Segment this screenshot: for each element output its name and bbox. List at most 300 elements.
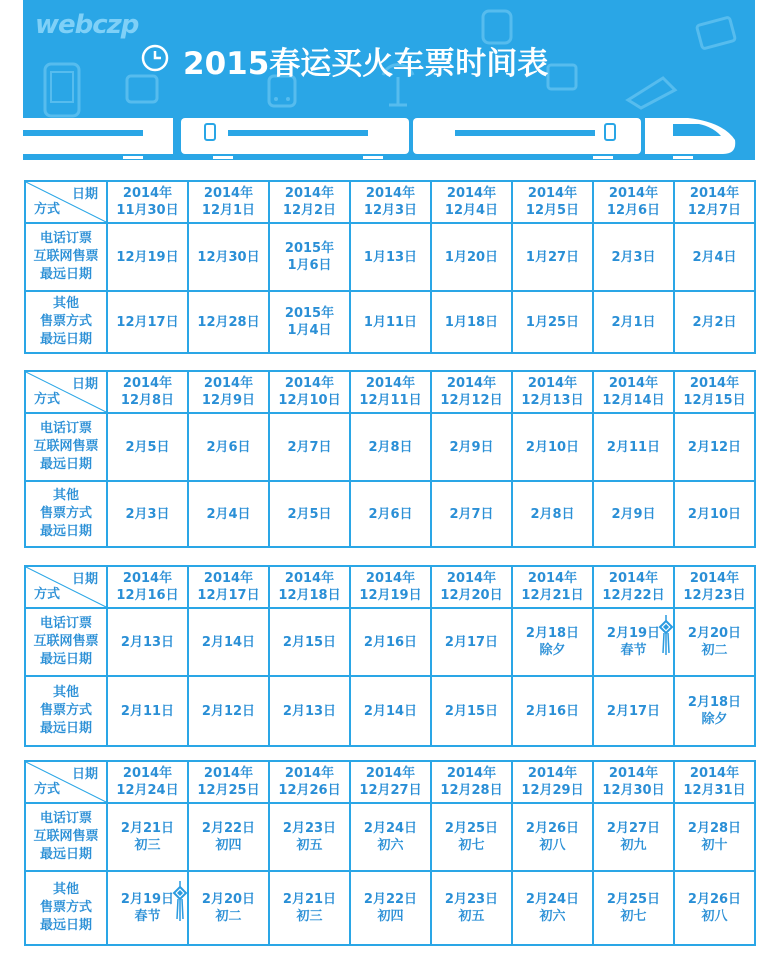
schedule-table <box>24 180 756 354</box>
date-header-cell <box>512 371 593 413</box>
cell-line: 最远日期 <box>39 652 92 667</box>
cell-line: 12月2日 <box>282 203 337 218</box>
cell-line: 1月13日 <box>363 249 418 265</box>
cell-line: 除夕 <box>701 712 728 727</box>
cell-line: 电话订票 <box>39 421 92 436</box>
clock-icon <box>141 44 169 72</box>
date-value-cell <box>593 871 674 945</box>
cell-line: 2014年 <box>365 766 416 781</box>
phone-online-row <box>25 413 755 481</box>
cell-line: 电话订票 <box>39 616 92 631</box>
cell-line: 2月3日 <box>125 506 170 522</box>
date-value-cell <box>107 608 188 676</box>
cell-line: 2014年 <box>122 376 173 391</box>
cell-line: 2014年 <box>446 571 497 586</box>
cell-line: 12月30日 <box>602 783 665 798</box>
cell-line: 1月18日 <box>444 314 499 330</box>
cell-content <box>202 891 255 925</box>
cell-line: 12月19日 <box>359 588 422 603</box>
cell-line: 12月15日 <box>683 393 746 408</box>
cell-line: 其他 <box>52 882 79 897</box>
cell-content <box>364 634 417 651</box>
cell-line: 最远日期 <box>39 524 92 539</box>
cell-line: 12月20日 <box>440 588 503 603</box>
table-header-row <box>25 181 755 223</box>
cell-line: 2014年 <box>608 186 659 201</box>
date-value-cell <box>269 413 350 481</box>
cell-line: 2月6日 <box>206 439 251 455</box>
cell-line: 最远日期 <box>39 721 92 736</box>
cell-line: 2014年 <box>284 376 335 391</box>
cell-line: 售票方式 <box>39 314 92 329</box>
date-value-cell <box>512 608 593 676</box>
row-label-cell <box>25 676 107 746</box>
cell-line: 2月22日 <box>363 892 418 907</box>
cell-line: 最远日期 <box>39 457 92 472</box>
cell-line: 2月23日 <box>444 892 499 907</box>
cell-line: 2月20日 <box>687 626 742 641</box>
cell-line: 2月26日 <box>687 892 742 907</box>
cell-line: 初八 <box>701 909 728 924</box>
phone-online-row <box>25 803 755 871</box>
date-header-cell <box>674 761 755 803</box>
date-header-cell <box>593 566 674 608</box>
date-value-cell <box>350 413 431 481</box>
date-value-cell <box>269 676 350 746</box>
cell-line: 2014年 <box>608 766 659 781</box>
date-value-cell <box>269 871 350 945</box>
cell-content <box>445 314 498 331</box>
cell-content <box>607 703 660 720</box>
cell-line: 初六 <box>377 838 404 853</box>
cell-line: 初四 <box>215 838 242 853</box>
date-value-cell <box>350 871 431 945</box>
cell-line: 12月30日 <box>197 249 260 265</box>
cell-line: 2月9日 <box>611 506 656 522</box>
cell-content <box>116 249 178 266</box>
cell-line: 2014年 <box>365 376 416 391</box>
ticket2-decor-icon <box>623 70 683 110</box>
cell-line: 2014年 <box>203 766 254 781</box>
other-method-row <box>25 291 755 353</box>
date-value-cell <box>350 291 431 353</box>
cell-line: 2月5日 <box>125 439 170 455</box>
date-value-cell <box>431 608 512 676</box>
cell-line: 2月7日 <box>449 506 494 522</box>
cell-content <box>688 506 741 523</box>
cell-line: 初四 <box>377 909 404 924</box>
cell-line: 12月7日 <box>687 203 742 218</box>
cell-line: 12月14日 <box>602 393 665 408</box>
date-header-cell <box>512 566 593 608</box>
cell-line: 2月15日 <box>282 634 337 650</box>
cell-line: 12月28日 <box>440 783 503 798</box>
date-value-cell <box>512 223 593 291</box>
corner-method-label: 方式 <box>34 782 61 797</box>
cell-line: 1月25日 <box>525 314 580 330</box>
date-value-cell <box>269 608 350 676</box>
corner-date-label: 日期 <box>71 377 98 392</box>
cell-line: 12月11日 <box>359 393 422 408</box>
date-value-cell <box>512 413 593 481</box>
cell-line: 12月18日 <box>278 588 341 603</box>
cell-line: 售票方式 <box>39 506 92 521</box>
cell-content <box>287 506 331 523</box>
date-value-cell <box>593 413 674 481</box>
cell-content <box>526 314 579 331</box>
cell-content <box>121 820 174 854</box>
date-header-cell <box>431 566 512 608</box>
date-value-cell <box>350 608 431 676</box>
date-value-cell <box>593 291 674 353</box>
cell-line: 电话订票 <box>39 231 92 246</box>
cell-line: 2月7日 <box>287 439 332 455</box>
cell-line: 12月6日 <box>606 203 661 218</box>
cell-line: 2月10日 <box>687 506 742 522</box>
row-label-cell <box>25 608 107 676</box>
cell-line: 2月11日 <box>606 439 661 455</box>
cell-line: 12月5日 <box>525 203 580 218</box>
cell-content <box>202 820 255 854</box>
cell-line: 2月10日 <box>525 439 580 455</box>
cell-line: 2月24日 <box>525 892 580 907</box>
date-header-cell <box>674 371 755 413</box>
cell-line: 初二 <box>215 909 242 924</box>
cell-line: 12月24日 <box>116 783 179 798</box>
date-header-cell <box>674 566 755 608</box>
cell-line: 12月21日 <box>521 588 584 603</box>
date-value-cell <box>350 803 431 871</box>
cell-line: 2月17日 <box>444 634 499 650</box>
date-value-cell <box>431 291 512 353</box>
cell-line: 12月9日 <box>201 393 256 408</box>
cell-line: 2月23日 <box>282 821 337 836</box>
site-logo: webczp <box>35 10 139 40</box>
date-header-cell <box>107 181 188 223</box>
cell-line: 2月4日 <box>206 506 251 522</box>
train-illustration <box>23 110 755 160</box>
cell-content <box>283 703 336 720</box>
date-value-cell <box>107 223 188 291</box>
cell-line: 2月8日 <box>368 439 413 455</box>
date-header-cell <box>269 566 350 608</box>
date-header-cell <box>188 761 269 803</box>
date-header-cell <box>107 371 188 413</box>
date-header-cell <box>674 181 755 223</box>
cell-content <box>197 249 259 266</box>
date-header-cell <box>512 761 593 803</box>
cell-content <box>364 820 417 854</box>
cell-content <box>197 314 259 331</box>
cell-line: 2015年 <box>284 306 335 321</box>
date-header-cell <box>350 181 431 223</box>
cell-content <box>202 634 255 651</box>
cell-line: 12月27日 <box>359 783 422 798</box>
cell-content <box>445 891 498 925</box>
cell-line: 2014年 <box>203 186 254 201</box>
date-value-cell <box>188 413 269 481</box>
date-value-cell <box>593 676 674 746</box>
date-value-cell <box>107 803 188 871</box>
ticket-decor-icon <box>123 70 163 110</box>
cell-line: 2月1日 <box>611 314 656 330</box>
table-header-row <box>25 566 755 608</box>
date-value-cell <box>188 676 269 746</box>
cell-line: 2014年 <box>122 186 173 201</box>
cell-line: 12月29日 <box>521 783 584 798</box>
cell-line: 2月19日 <box>120 892 175 907</box>
cell-content <box>202 703 255 720</box>
date-header-cell <box>431 371 512 413</box>
cell-line: 2月17日 <box>606 703 661 719</box>
cell-line: 12月23日 <box>683 588 746 603</box>
date-value-cell <box>350 223 431 291</box>
cell-line: 2014年 <box>203 571 254 586</box>
cell-line: 2月21日 <box>282 892 337 907</box>
cell-line: 互联网售票 <box>33 634 99 649</box>
cell-line: 2014年 <box>689 376 740 391</box>
cell-line: 2月25日 <box>444 821 499 836</box>
cell-line: 2月16日 <box>525 703 580 719</box>
corner-method-label: 方式 <box>34 587 61 602</box>
cell-line: 2014年 <box>446 376 497 391</box>
cell-content <box>526 891 579 925</box>
corner-date-label: 日期 <box>71 187 98 202</box>
page-title: 2015春运买火车票时间表 <box>183 46 549 82</box>
cell-line: 12月19日 <box>116 249 179 265</box>
table-header-row <box>25 371 755 413</box>
cell-line: 互联网售票 <box>33 829 99 844</box>
date-header-cell <box>107 761 188 803</box>
cell-line: 2月5日 <box>287 506 332 522</box>
date-value-cell <box>350 676 431 746</box>
cell-content <box>526 249 579 266</box>
corner-date-label: 日期 <box>71 767 98 782</box>
cell-line: 2月15日 <box>444 703 499 719</box>
date-value-cell <box>431 413 512 481</box>
cell-content <box>607 625 660 659</box>
cell-line: 2014年 <box>284 766 335 781</box>
cell-content <box>368 439 412 456</box>
cell-content <box>611 506 655 523</box>
cell-line: 初十 <box>701 838 728 853</box>
cell-content <box>449 506 493 523</box>
card-decor-icon <box>543 60 583 100</box>
date-header-cell <box>350 761 431 803</box>
date-header-cell <box>188 181 269 223</box>
cell-line: 2014年 <box>527 766 578 781</box>
cell-line: 12月12日 <box>440 393 503 408</box>
cell-line: 2月20日 <box>201 892 256 907</box>
date-value-cell <box>512 803 593 871</box>
cell-line: 2月6日 <box>368 506 413 522</box>
cell-content <box>287 439 331 456</box>
cell-line: 2014年 <box>203 376 254 391</box>
cell-line: 最远日期 <box>39 918 92 933</box>
cell-line: 售票方式 <box>39 900 92 915</box>
cell-content <box>125 506 169 523</box>
cell-line: 春节 <box>620 643 647 658</box>
date-header-cell <box>431 761 512 803</box>
cell-content <box>688 820 741 854</box>
date-value-cell <box>350 481 431 547</box>
date-value-cell <box>674 803 755 871</box>
date-value-cell <box>269 481 350 547</box>
cell-content <box>206 506 250 523</box>
row-label-cell <box>25 871 107 945</box>
cell-line: 2月27日 <box>606 821 661 836</box>
date-value-cell <box>269 223 350 291</box>
rail-ticket-decor-icon <box>693 15 743 55</box>
cell-content <box>364 891 417 925</box>
corner-method-label: 方式 <box>34 392 61 407</box>
cell-line: 2014年 <box>608 571 659 586</box>
cell-content <box>206 439 250 456</box>
date-value-cell <box>593 608 674 676</box>
date-value-cell <box>512 871 593 945</box>
cell-line: 1月27日 <box>525 249 580 265</box>
cell-content <box>607 439 660 456</box>
date-value-cell <box>593 223 674 291</box>
cell-line: 初五 <box>458 909 485 924</box>
cell-line: 12月28日 <box>197 314 260 330</box>
cell-line: 12月3日 <box>363 203 418 218</box>
cell-content <box>688 891 741 925</box>
cell-line: 12月4日 <box>444 203 499 218</box>
cell-line: 最远日期 <box>39 847 92 862</box>
cell-content <box>526 703 579 720</box>
cell-content <box>607 891 660 925</box>
date-value-cell <box>188 481 269 547</box>
cell-line: 2014年 <box>365 571 416 586</box>
cell-line: 12月10日 <box>278 393 341 408</box>
cell-line: 初八 <box>539 838 566 853</box>
cell-content <box>526 625 579 659</box>
date-value-cell <box>674 413 755 481</box>
cell-line: 2月21日 <box>120 821 175 836</box>
date-value-cell <box>269 291 350 353</box>
date-value-cell <box>431 871 512 945</box>
cell-line: 2014年 <box>284 571 335 586</box>
cell-line: 2014年 <box>608 376 659 391</box>
cell-content <box>688 439 741 456</box>
date-value-cell <box>674 608 755 676</box>
cell-line: 初三 <box>296 909 323 924</box>
cell-line: 初二 <box>701 643 728 658</box>
cell-content <box>692 249 736 266</box>
date-value-cell <box>674 676 755 746</box>
cell-line: 12月22日 <box>602 588 665 603</box>
cell-line: 其他 <box>52 296 79 311</box>
cell-content <box>445 703 498 720</box>
cell-line: 除夕 <box>539 643 566 658</box>
date-value-cell <box>431 481 512 547</box>
cell-line: 2014年 <box>689 186 740 201</box>
cell-content <box>283 891 336 925</box>
table-header-row <box>25 761 755 803</box>
cell-content <box>283 820 336 854</box>
cell-content <box>283 634 336 651</box>
date-value-cell <box>431 676 512 746</box>
date-header-cell <box>269 761 350 803</box>
date-header-cell <box>593 181 674 223</box>
cell-content <box>285 305 334 339</box>
date-header-cell <box>269 181 350 223</box>
cell-line: 12月16日 <box>116 588 179 603</box>
other-method-row <box>25 871 755 945</box>
cell-content <box>285 240 334 274</box>
cell-line: 2月22日 <box>201 821 256 836</box>
date-value-cell <box>107 413 188 481</box>
cell-line: 2月16日 <box>363 634 418 650</box>
cell-content <box>121 891 174 925</box>
row-label-cell <box>25 291 107 353</box>
cell-content <box>611 249 655 266</box>
date-value-cell <box>188 291 269 353</box>
date-value-cell <box>674 871 755 945</box>
cell-line: 2月4日 <box>692 249 737 265</box>
corner-cell <box>25 371 107 413</box>
date-value-cell <box>431 803 512 871</box>
phone-online-row <box>25 608 755 676</box>
date-value-cell <box>107 481 188 547</box>
cell-line: 初六 <box>539 909 566 924</box>
cell-line: 其他 <box>52 488 79 503</box>
cell-content <box>116 314 178 331</box>
cell-content <box>125 439 169 456</box>
cell-line: 初三 <box>134 838 161 853</box>
row-label-cell <box>25 413 107 481</box>
cell-line: 2月11日 <box>120 703 175 719</box>
date-value-cell <box>107 676 188 746</box>
cell-line: 12月13日 <box>521 393 584 408</box>
date-header-cell <box>431 181 512 223</box>
schedule-table <box>24 370 756 548</box>
date-header-cell <box>107 566 188 608</box>
cell-content <box>368 506 412 523</box>
cell-content <box>449 439 493 456</box>
cell-line: 2月12日 <box>201 703 256 719</box>
cell-line: 12月1日 <box>201 203 256 218</box>
date-value-cell <box>431 223 512 291</box>
cell-line: 1月20日 <box>444 249 499 265</box>
cell-line: 2014年 <box>284 186 335 201</box>
corner-cell <box>25 761 107 803</box>
cell-line: 2014年 <box>689 766 740 781</box>
schedule-table <box>24 760 756 946</box>
cell-content <box>530 506 574 523</box>
cell-content <box>688 694 741 728</box>
cell-line: 2014年 <box>527 571 578 586</box>
date-value-cell <box>107 871 188 945</box>
cell-line: 2月25日 <box>606 892 661 907</box>
cell-content <box>121 634 174 651</box>
cell-line: 其他 <box>52 685 79 700</box>
cell-line: 12月31日 <box>683 783 746 798</box>
cell-line: 12月25日 <box>197 783 260 798</box>
date-value-cell <box>269 803 350 871</box>
cell-line: 最远日期 <box>39 332 92 347</box>
cell-content <box>445 634 498 651</box>
cell-line: 11月30日 <box>116 203 179 218</box>
chinese-knot-icon <box>172 881 188 921</box>
date-header-cell <box>188 566 269 608</box>
cell-line: 2月8日 <box>530 506 575 522</box>
cell-content <box>688 625 741 659</box>
cell-line: 2015年 <box>284 241 335 256</box>
cell-line: 2014年 <box>689 571 740 586</box>
cell-line: 售票方式 <box>39 703 92 718</box>
